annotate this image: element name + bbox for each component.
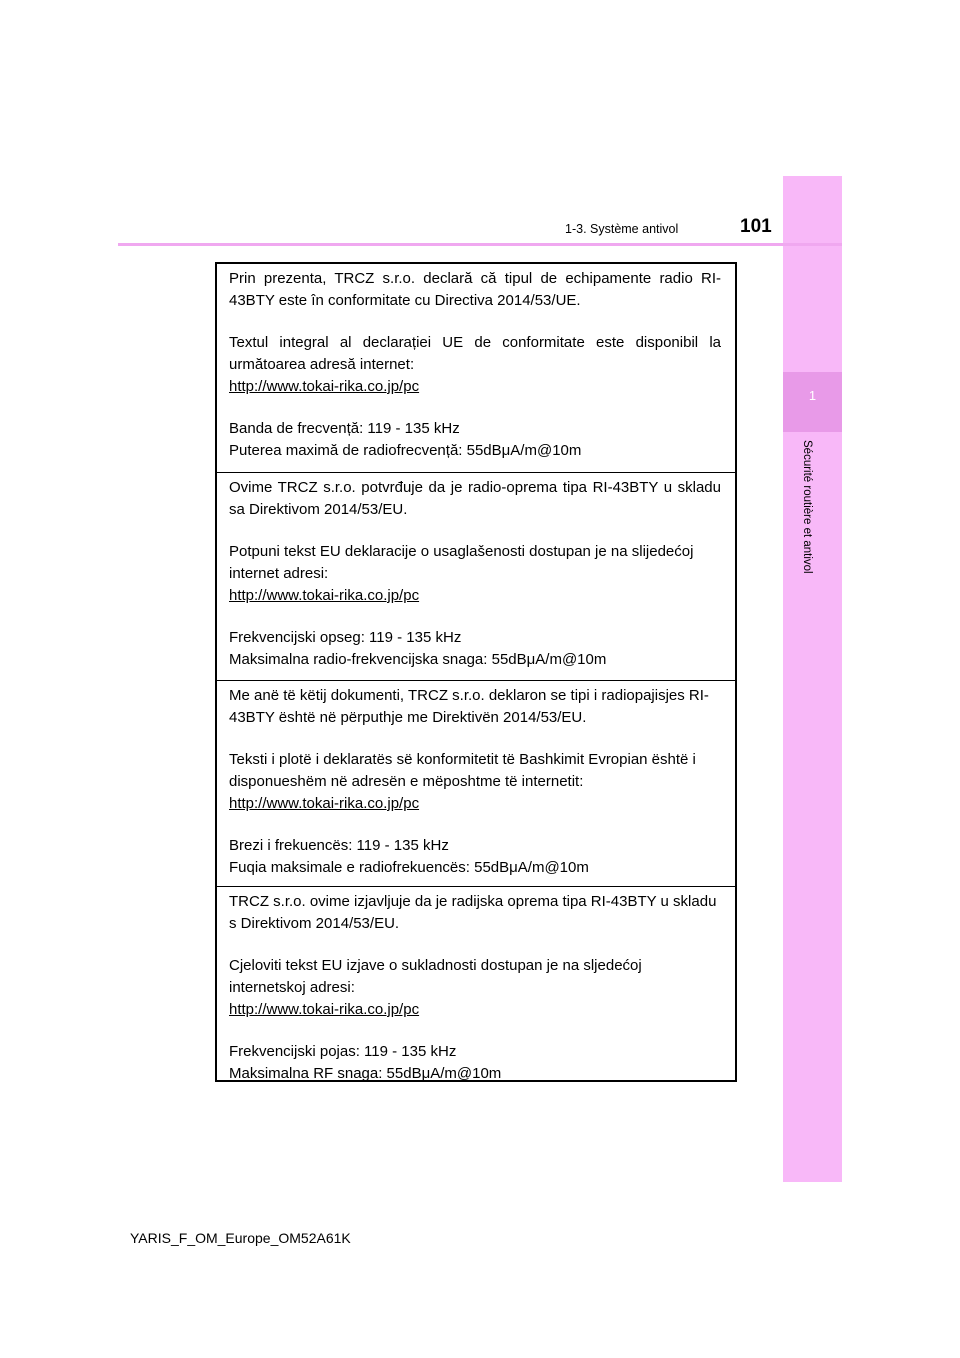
- declaration-link[interactable]: http://www.tokai-rika.co.jp/pc: [229, 587, 420, 604]
- frequency-info: Banda de frecvență: 119 - 135 kHz Puterea maximă de radiofrecvență: 55dBμA/m@10m: [229, 420, 582, 459]
- frequency-info: Frekvencijski opseg: 119 - 135 kHz Maksimalna radio-frekvencijska snaga: 55dBμA/m@10m: [229, 629, 607, 668]
- declaration-link[interactable]: http://www.tokai-rika.co.jp/pc: [229, 1001, 420, 1018]
- section-albanian: [217, 680, 735, 886]
- declaration-paragraph: Prin prezenta, TRCZ s.r.o. declară că tipul de echipamente radio RI-43BTY este în conformitate cu Directiva 2014/53/UE.: [229, 270, 721, 309]
- chapter-number: 1: [808, 388, 817, 403]
- full-text-paragraph: Textul integral al declarației UE de conformitate este disponibil la următoarea adresă internet: http://www.tokai-rika.co.jp/pc: [229, 334, 721, 395]
- declaration-box: [215, 262, 737, 1082]
- sidebar-band: [783, 176, 842, 1182]
- frequency-info: Frekvencijski pojas: 119 - 135 kHz Maksimalna RF snaga: 55dBμA/m@10m: [229, 1043, 502, 1082]
- declaration-link[interactable]: http://www.tokai-rika.co.jp/pc: [229, 795, 420, 812]
- document-id: YARIS_F_OM_Europe_OM52A61K: [130, 1230, 351, 1246]
- full-text-paragraph: Cjeloviti tekst EU izjave o sukladnosti dostupan je na sljedećoj internetskoj adresi: http://www.tokai-rika.co.jp/pc: [229, 957, 642, 1018]
- section-title: 1-3. Système antivol: [565, 222, 679, 236]
- header-rule: [118, 243, 842, 246]
- section-bosnian: [217, 472, 735, 680]
- frequency-info: Brezi i frekuencës: 119 - 135 kHz Fuqia maksimale e radiofrekuencës: 55dBμA/m@10m: [229, 837, 589, 876]
- declaration-paragraph: Ovime TRCZ s.r.o. potvrđuje da je radio-oprema tipa RI-43BTY u skladu sa Direktivom 2014/53/EU.: [229, 479, 721, 518]
- page-number: 101: [740, 216, 772, 237]
- section-romanian: [217, 264, 735, 472]
- declaration-paragraph: Me anë të këtij dokumenti, TRCZ s.r.o. deklaron se tipi i radiopajisjes RI-43BTY është në përputhje me Direktivën 2014/53/EU.: [229, 687, 709, 726]
- full-text-paragraph: Potpuni tekst EU deklaracije o usaglašenosti dostupan je na slijedećoj internet adresi: http://www.tokai-rika.co.jp/pc: [229, 543, 694, 604]
- declaration-paragraph: TRCZ s.r.o. ovime izjavljuje da je radijska oprema tipa RI-43BTY u skladu s Direktivom 2014/53/EU.: [229, 893, 717, 932]
- chapter-title: Sécurité routière et antivol: [801, 440, 813, 574]
- full-text-paragraph: Teksti i plotë i deklaratës së konformitetit të Bashkimit Evropian është i disponueshëm në adresën e mëposhtme të internetit: http://www.tokai-rika.co.jp/pc: [229, 751, 696, 812]
- declaration-link[interactable]: http://www.tokai-rika.co.jp/pc: [229, 378, 420, 395]
- section-croatian: [217, 886, 735, 1080]
